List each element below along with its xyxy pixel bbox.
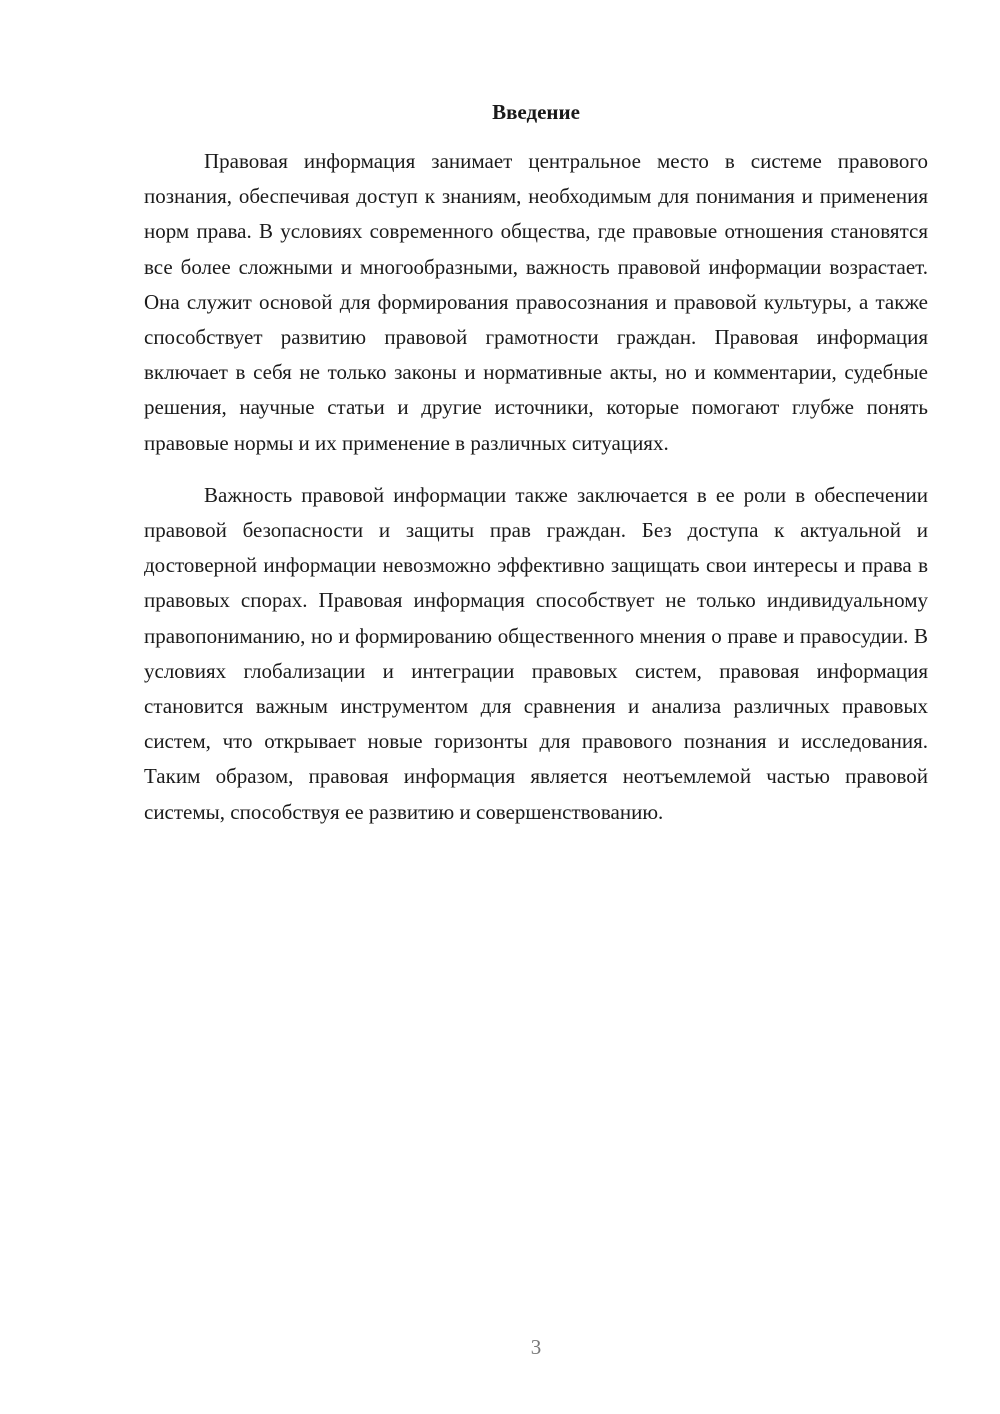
document-body — [144, 144, 928, 830]
section-title: Введение — [492, 100, 580, 124]
page-number: 3 — [530, 1335, 542, 1359]
paragraph-1: Правовая информация занимает центральное место в системе правового познания, обеспечивая доступ к знаниям, необходимым для понимания и применения норм права. В условиях современного общества, где правовые отношения становятся все более сложными и многообразными, важность правовой информации возрастает. Она служит основой для формирования правосознания и правовой культуры, а также способствует развитию правовой грамотности граждан. Правовая информация включает в себя не только законы и нормативные акты, но и комментарии, судебные решения, научные статьи и другие источники, которые помогают глубже понять правовые нормы и их применение в различных ситуациях. — [144, 149, 928, 455]
paragraph-2: Важность правовой информации также заключается в ее роли в обеспечении правовой безопасности и защиты прав граждан. Без доступа к актуальной и достоверной информации невозможно эффективно защищать свои интересы и права в правовых спорах. Правовая информация способствует не только индивидуальному правопониманию, но и формированию общественного мнения о праве и правосудии. В условиях глобализации и интеграции правовых систем, правовая информация становится важным инструментом для сравнения и анализа различных правовых систем, что открывает новые горизонты для правового познания и исследования. Таким образом, правовая информация является неотъемлемой частью правовой системы, способствуя ее развитию и совершенствованию. — [144, 482, 928, 824]
